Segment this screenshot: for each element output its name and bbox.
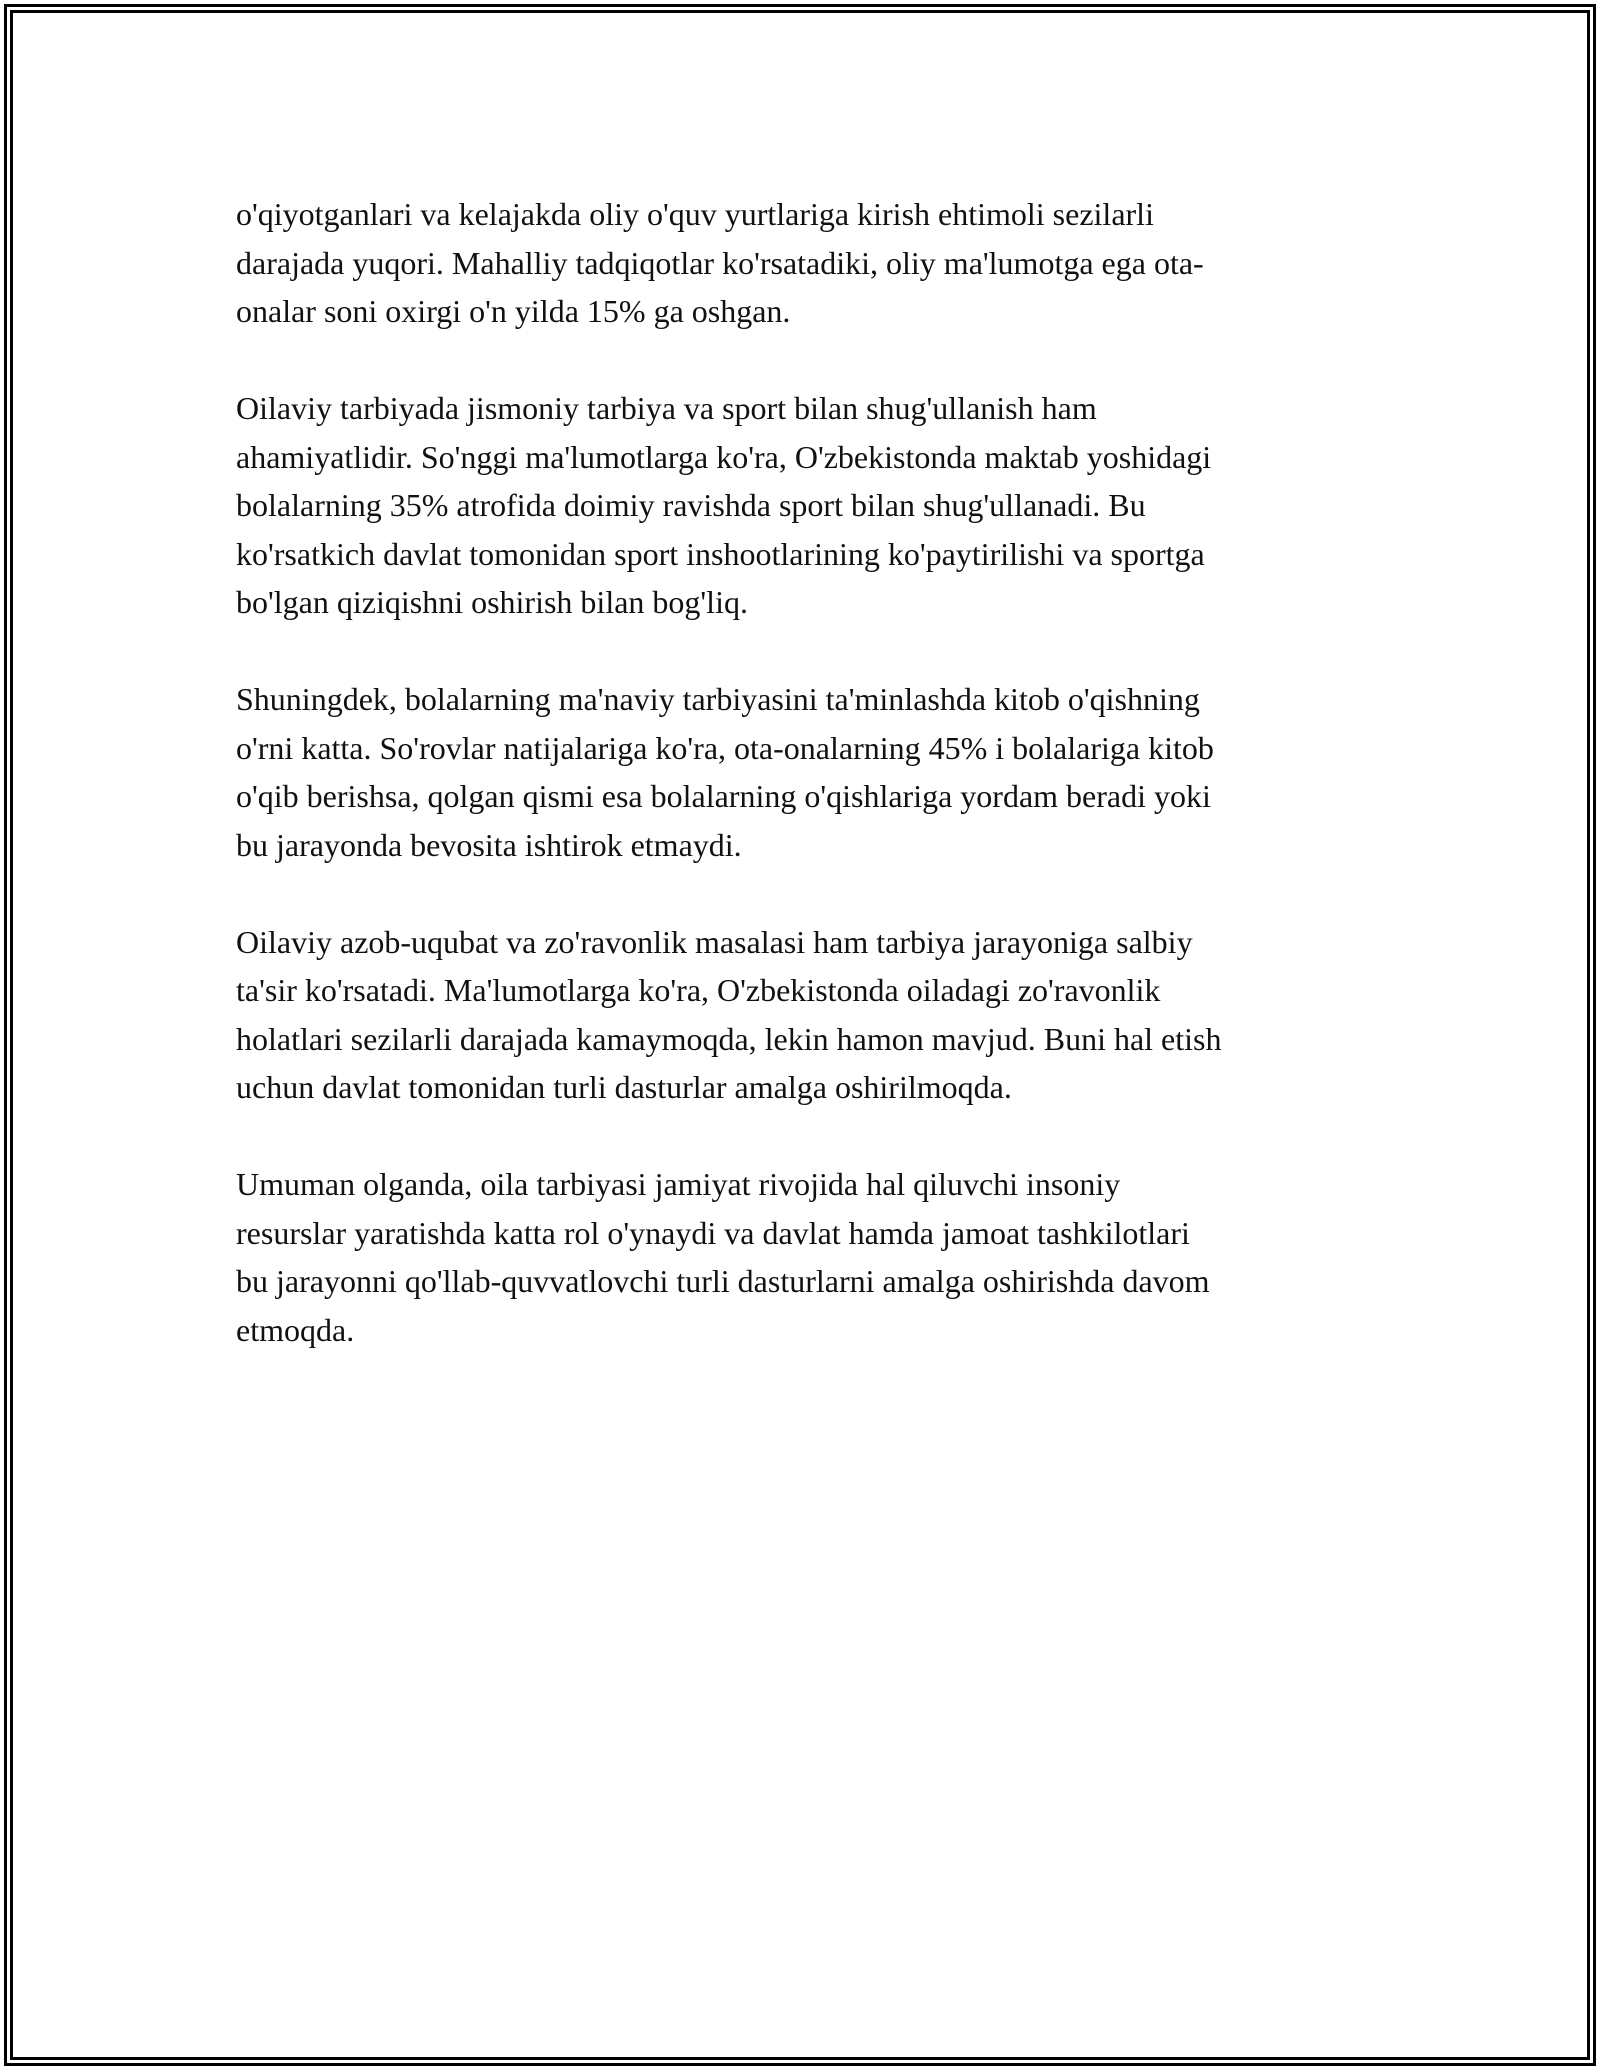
text-line: holatlari sezilarli darajada kamaymoqda, lekin hamon mavjud. Buni hal etish	[236, 1020, 1222, 1057]
text-line: bu jarayonni qo'llab-quvvatlovchi turli dasturlarni amalga oshirishda davom	[236, 1263, 1210, 1299]
text-line: ta'sir ko'rsatadi. Ma'lumotlarga ko'ra, O'zbekistonda oiladagi zo'ravonlik	[236, 972, 1161, 1008]
text-line: bolalarning 35% atrofida doimiy ravishda sport bilan shug'ullanadi. Bu	[236, 487, 1146, 523]
paragraph-3	[236, 675, 1376, 869]
text-line: ahamiyatlidir. So'nggi ma'lumotlarga ko'ra, O'zbekistonda maktab yoshidagi	[236, 438, 1212, 475]
text-line: o'rni katta. So'rovlar natijalariga ko'ra, ota-onalarning 45% i bolalariga kitob	[236, 729, 1214, 766]
text-line: ko'rsatkich davlat tomonidan sport inshootlarining ko'paytirilishi va sportga	[236, 535, 1205, 572]
paragraph-5	[236, 1160, 1376, 1354]
text-line: Oilaviy tarbiyada jismoniy tarbiya va sport bilan shug'ullanish ham	[236, 390, 1097, 426]
text-line: bu jarayonda bevosita ishtirok etmaydi.	[236, 826, 742, 863]
text-line: resurslar yaratishda katta rol o'ynaydi va davlat hamda jamoat tashkilotlari	[236, 1214, 1190, 1251]
text-line: etmoqda.	[236, 1311, 355, 1348]
text-line: o'qib berishsa, qolgan qismi esa bolalarning o'qishlariga yordam beradi yoki	[236, 778, 1211, 814]
paragraph-1	[236, 190, 1376, 336]
text-line: Oilaviy azob-uqubat va zo'ravonlik masalasi ham tarbiya jarayoniga salbiy	[236, 923, 1193, 960]
text-line: Shuningdek, bolalarning ma'naviy tarbiyasini ta'minlashda kitob o'qishning	[236, 681, 1200, 717]
text-line: o'qiyotganlari va kelajakda oliy o'quv yurtlariga kirish ehtimoli sezilarli	[236, 196, 1154, 232]
document-body	[236, 190, 1376, 1403]
text-line: darajada yuqori. Mahalliy tadqiqotlar ko'rsatadiki, oliy ma'lumotga ega ota-	[236, 244, 1204, 281]
paragraph-4	[236, 918, 1376, 1112]
text-line: uchun davlat tomonidan turli dasturlar amalga oshirilmoqda.	[236, 1069, 1012, 1105]
paragraph-2	[236, 384, 1376, 627]
text-line: bo'lgan qiziqishni oshirish bilan bog'liq.	[236, 584, 748, 620]
text-line: Umuman olganda, oila tarbiyasi jamiyat rivojida hal qiluvchi insoniy	[236, 1166, 1121, 1202]
text-line: onalar soni oxirgi o'n yilda 15% ga oshgan.	[236, 293, 791, 329]
